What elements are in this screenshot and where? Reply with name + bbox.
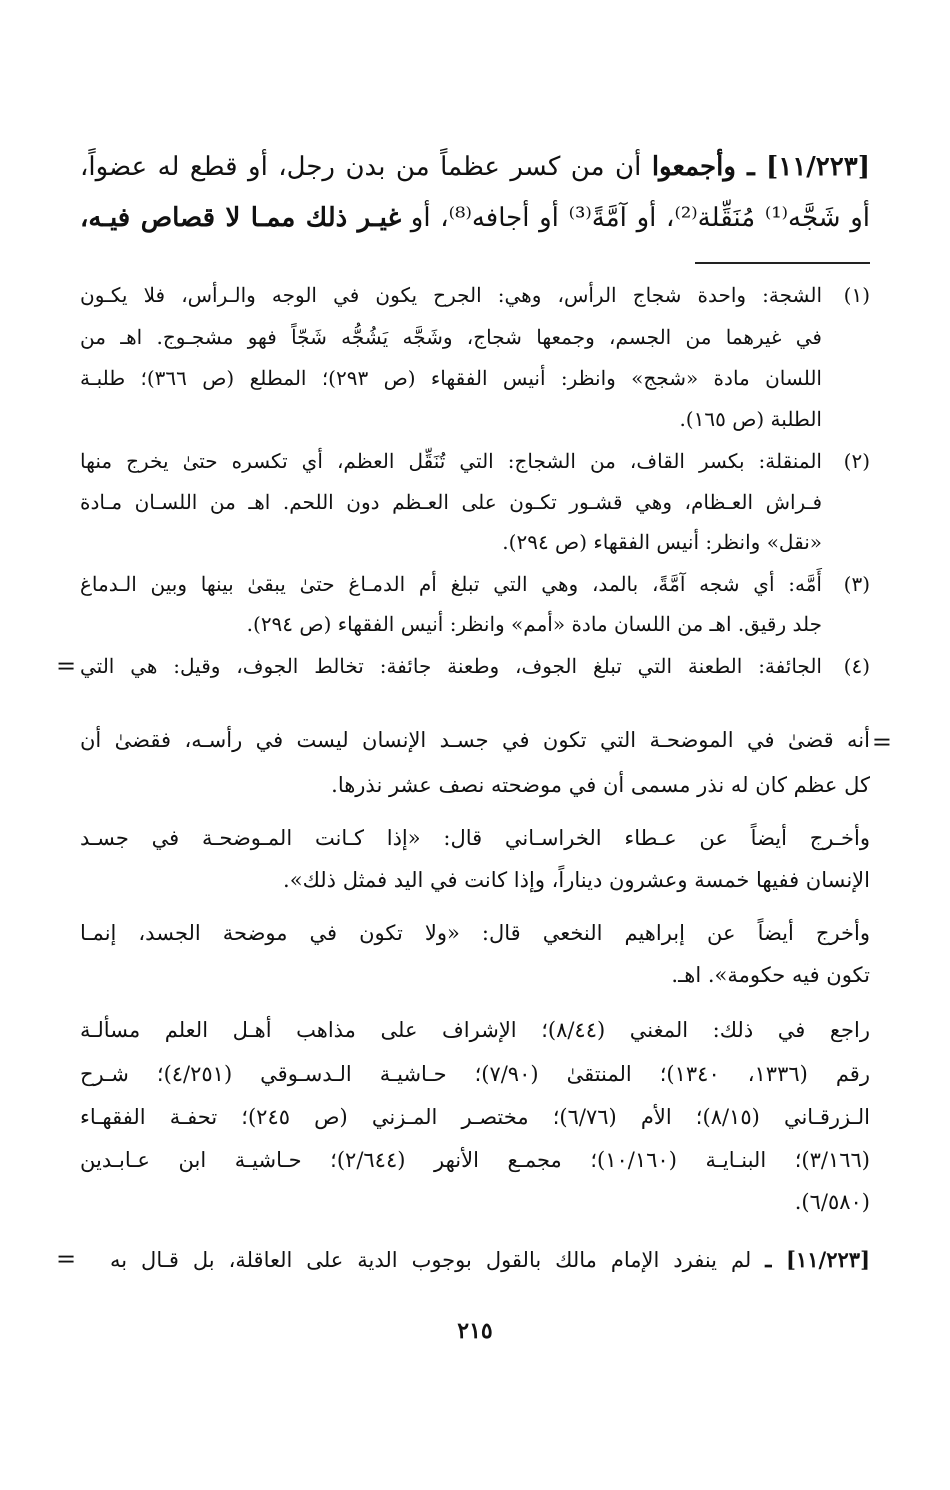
page-number: ٢١٥ [457,1318,493,1344]
footnote-3-line-2: جلد رقيق. اهـ من اللسان مادة «أمم» وانظر: أنيس الفقهاء (ص ٢٩٤). [246,612,822,636]
commentary-p4-line-3: الـزرقـاني (٨/١٥)؛ الأم (٦/٧٦)؛ مختصـر المـزني (ص ٢٤٥)؛ تحفـة الفقهـاء [80,1105,870,1129]
entry-reference-bold-2: [١١/٢٢٣] ـ [765,1247,870,1272]
main-text-line-1: [١١/٢٢٣] ـ وأجمعوا أن من كسر عظماً من بدن رجل، أو قطع له عضواً، [80,152,870,182]
commentary-p4-line-5: (٦/٥٨٠). [794,1190,870,1214]
footnote-4-line-1: الجائفة: الطعنة التي تبلغ الجوف، وطعنة جائفة: تخالط الجوف، وقيل: هي التي [80,654,822,678]
commentary-p4-line-4: (٣/١٦٦)؛ البنـايـة (١٠/١٦٠)؛ مجمـع الأنهر (٢/٦٤٤)؛ حـاشيـة ابن عـابـدين [80,1148,870,1172]
footnote-1-line-3: اللسان مادة «شجج» وانظر: أنيس الفقهاء (ص ٢٩٣)؛ المطلع (ص ٣٦٦)؛ طلبـة [80,366,822,390]
footnote-2-line-3: «نقل» وانظر: أنيس الفقهاء (ص ٢٩٤). [502,530,822,554]
footnote-separator [695,262,870,264]
commentary-p3-line-1: وأخرج أيضاً عن إبراهيم النخعي قال: «ولا تكون في موضحة الجسد، إنمـا [80,921,870,945]
footnote-2-line-2: فـراش العـظام، وهي قشـور تكـون على العـظم دون اللحم. اهـ من اللسـان مـادة [80,490,822,514]
footnote-number-2: (٢) [843,449,870,473]
commentary-p4-line-2: رقم (١٣٣٦، ١٣٤٠)؛ المنتقىٰ (٧/٩٠)؛ حـاشيـة الـدسـوقي (٤/٢٥١)؛ شـرح [80,1062,870,1086]
footnote-1-line-4: الطلبة (ص ١٦٥). [679,407,822,431]
commentary-p2-line-1: وأخـرج أيضاً عن عـطاء الخراسـاني قال: «إذا كـانت المـوضحـة في جسـد [80,826,870,850]
footnote-1-line-2: في غيرهما من الجسم، وجمعها شجاج، وشَجَّه يَشُجُّه شَجّاً فهو مشجـوج. اهـ من [80,325,822,349]
continued-from-equals-sign: = [871,728,892,756]
footnote-number-3: (٣) [843,572,870,596]
continuation-equals-sign-2: = [56,1245,77,1273]
commentary-p1-line-1: أنه قضىٰ في الموضحـة التي تكون في جسـد الإنسان ليست في رأسـه، فقضىٰ أن [80,728,870,752]
footnote-1-line-1: الشجة: واحدة شجاج الرأس، وهي: الجرح يكون في الوجه والـرأس، فلا يكـون [80,283,822,307]
commentary-p5-line-1: [١١/٢٢٣] ـ لم ينفرد الإمام مالك بالقول بوجوب الدية على العاقلة، بل قـال به [110,1247,870,1272]
footnote-number-1: (١) [843,283,870,307]
footnote-2-line-1: المنقلة: بكسر القاف، من الشجاج: التي تُنَقِّل العظم، أي تكسره حتىٰ يخرج منها [80,449,822,473]
footnote-number-4: (٤) [843,654,870,678]
commentary-p2-line-2: الإنسان ففيها خمسة وعشرون ديناراً، وإذا كانت في اليد فمثل ذلك». [283,868,870,892]
continuation-equals-sign: = [56,652,77,680]
entry-reference-bold: [١١/٢٢٣] ـ وأجمعوا [651,152,870,182]
footnote-3-line-1: أَمَّه: أي شجه آمَّةً، بالمد، وهي التي تبلغ أم الدمـاغ حتىٰ يبقىٰ بينها وبين الـدماغ [80,572,822,596]
commentary-p3-line-2: تكون فيه حكومة». اهـ. [671,963,870,987]
commentary-p1-line-2: كل عظم كان له نذر مسمى أن في موضحته نصف عشر نذرها. [331,773,870,797]
main-text-line-2: أو شَجَّه⁽¹⁾ مُنَقِّلة⁽²⁾، أو آمَّةً⁽³⁾ أو أجافه⁽⁸⁾، أو غيـر ذلك ممـا لا قصاص فيـه، [80,203,871,233]
commentary-p4-line-1: راجع في ذلك: المغني (٨/٤٤)؛ الإشراف على مذاهب أهـل العلم مسألـة [80,1018,870,1042]
